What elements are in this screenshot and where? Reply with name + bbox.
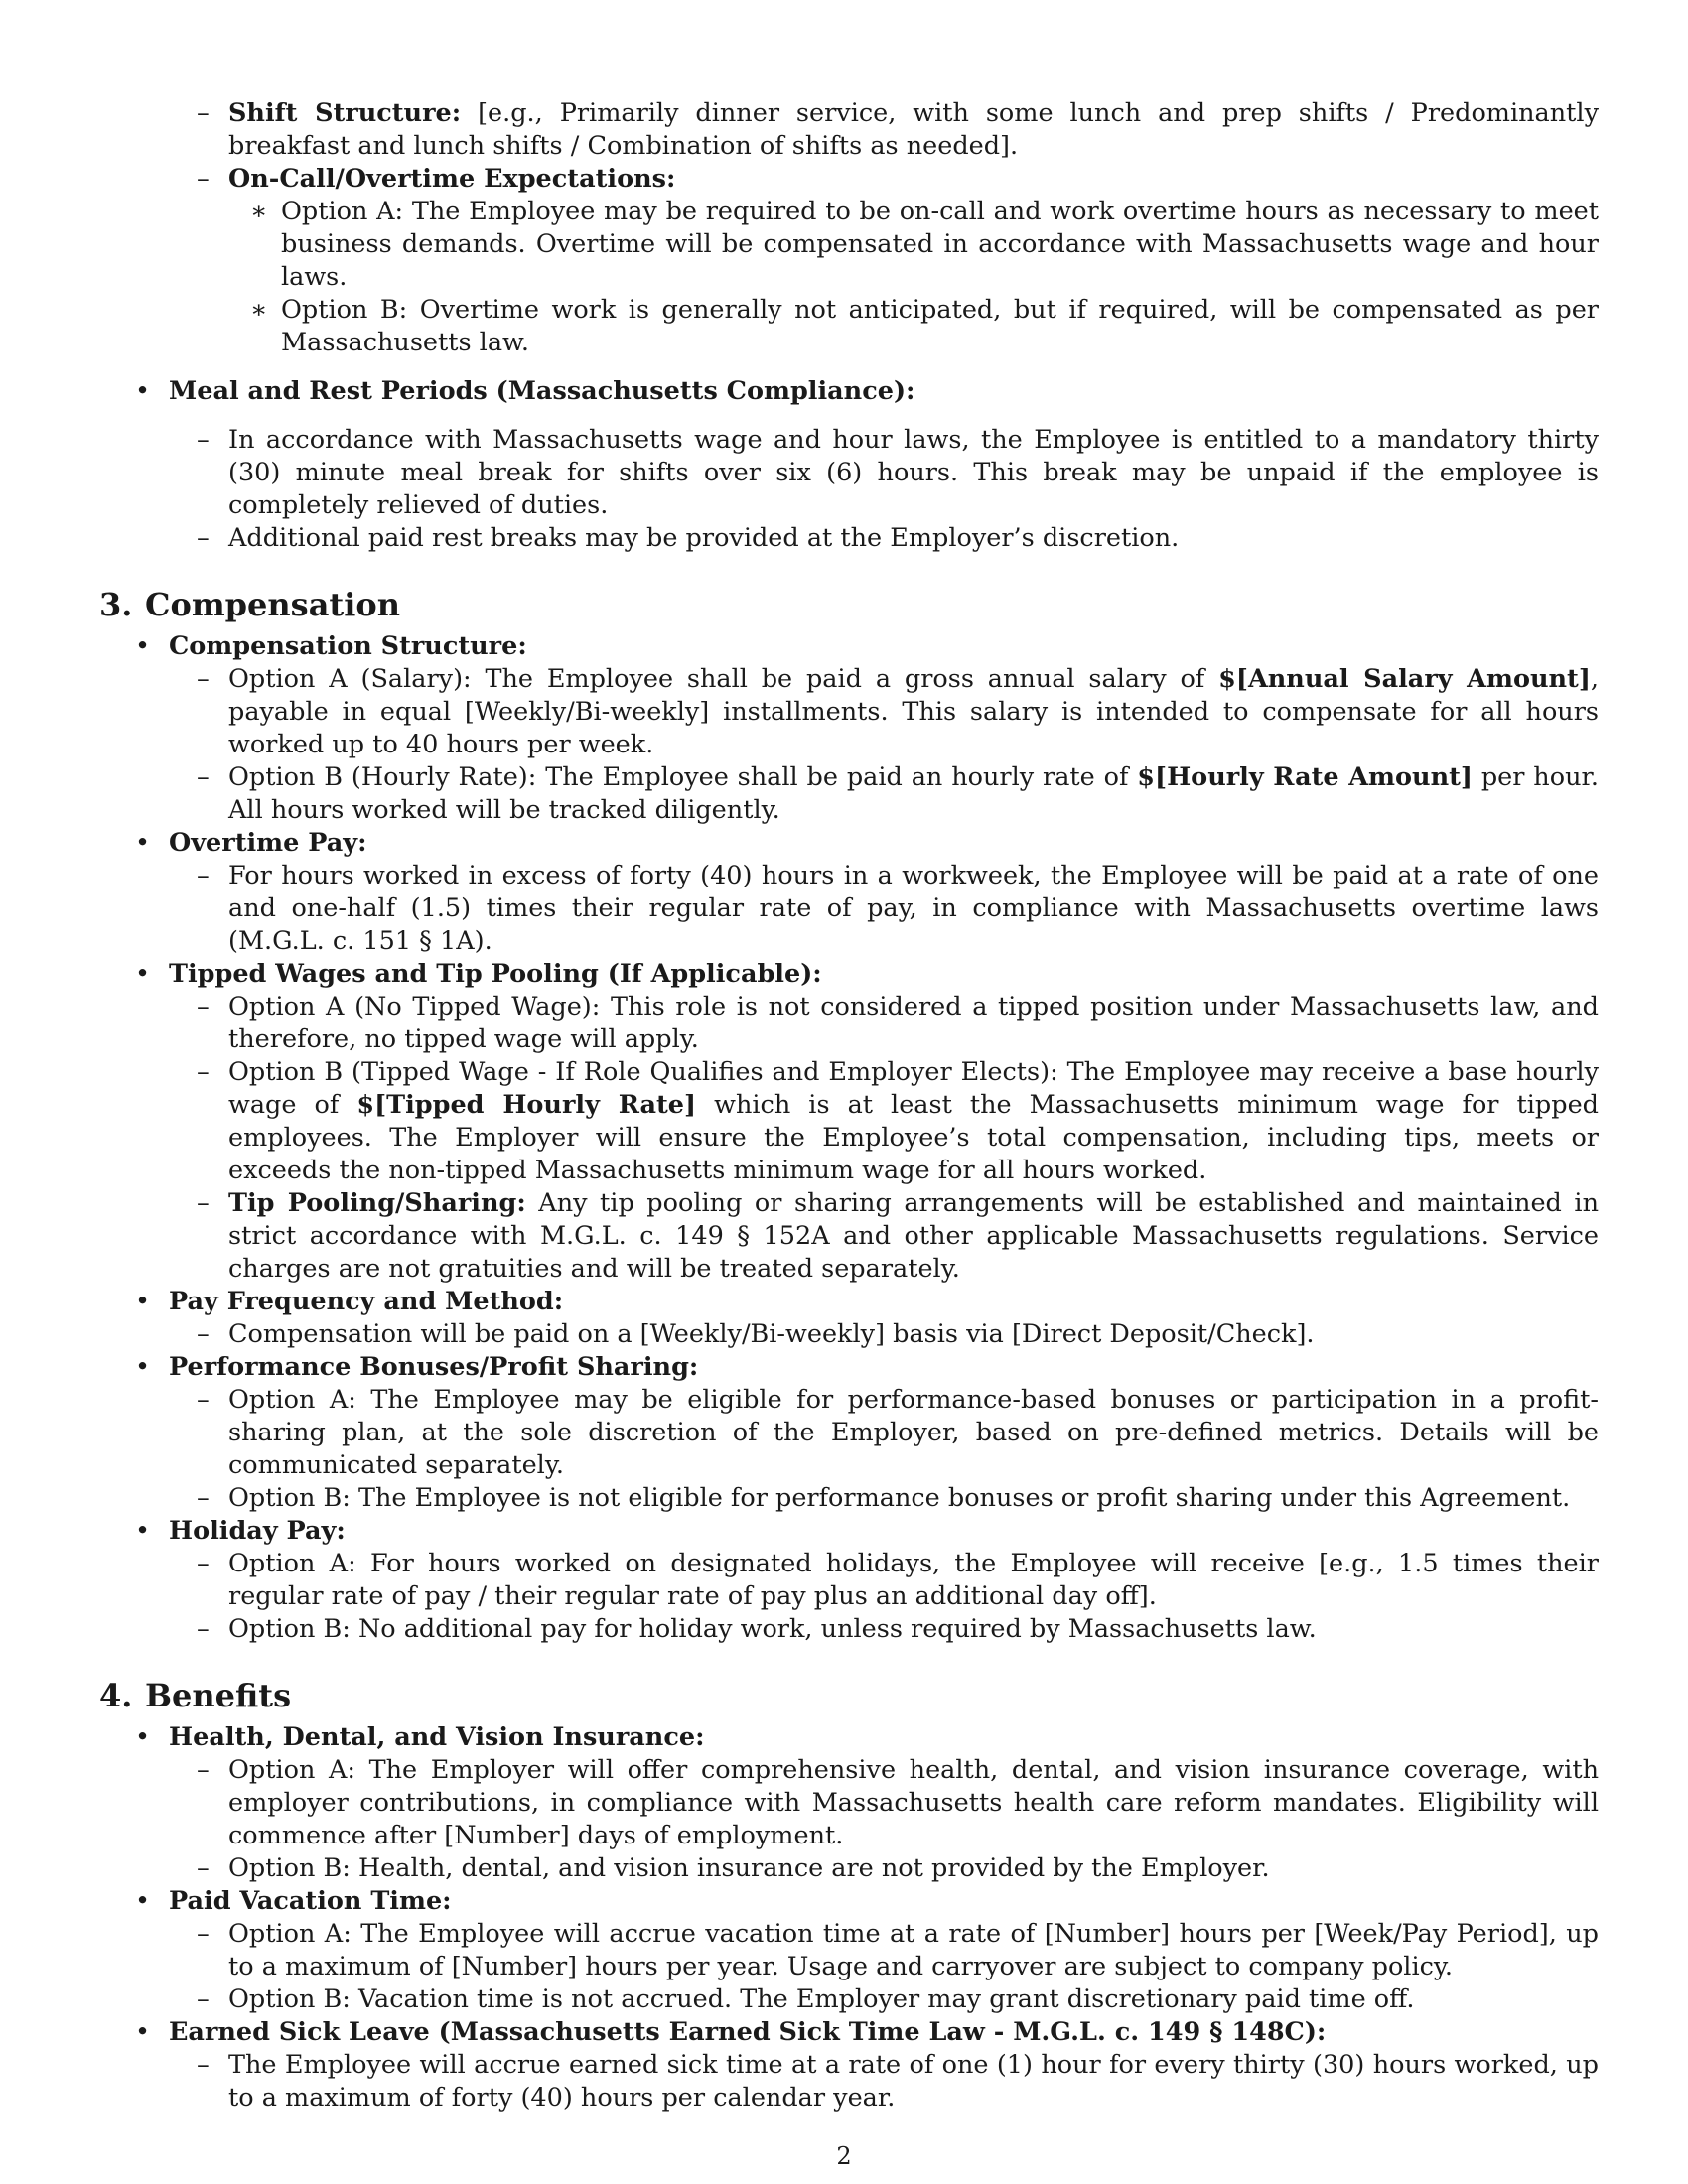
dash-marker: – <box>197 1057 210 1087</box>
dash-marker: – <box>197 664 210 694</box>
bullet-marker: • <box>135 1516 151 1546</box>
section-heading-compensation: 3. Compensation <box>99 586 400 623</box>
bullet-marker: • <box>135 1352 151 1382</box>
bullet-marker: • <box>135 828 151 858</box>
bullet-marker: • <box>135 1886 151 1916</box>
vacation-option-a: – Option A: The Employee will accrue vacation time at a rate of [Number] hours per [Week/Pay Period], up to a maximum of [Number] hours per year. Usage and carryover are subject to company policy. <box>197 1919 1599 1981</box>
tipped-option-b: – Option B (Tipped Wage - If Role Qualifies and Employer Elects): The Employee may receive a base hourly wage of $[Tipped Hourly Rate] which is at least the Massachusetts minimum wage for tipped employees. The Employer will ensure the Employee’s total compensation, including tips, meets or exceeds the non-tipped Massachusetts minimum wage for all hours worked. <box>197 1057 1599 1185</box>
dash-marker: – <box>197 1853 210 1883</box>
dash-marker: – <box>197 164 210 194</box>
health-option-b: – Option B: Health, dental, and vision insurance are not provided by the Employer. <box>197 1853 1270 1883</box>
bonus-heading: • Performance Bonuses/Profit Sharing: <box>135 1352 699 1382</box>
dash-marker: – <box>197 98 210 128</box>
bullet-marker: • <box>135 376 151 406</box>
hourly-option: – Option B (Hourly Rate): The Employee shall be paid an hourly rate of $[Hourly Rate Amount] per hour. All hours worked will be tracked diligently. <box>197 762 1599 825</box>
holiday-heading: • Holiday Pay: <box>135 1516 346 1546</box>
dash-marker: – <box>197 1319 210 1349</box>
salary-option: – Option A (Salary): The Employee shall be paid a gross annual salary of $[Annual Salary Amount], payable in equal [Weekly/Bi-weekly] installments. This salary is intended to compensate for all hours worked up to 40 hours per week. <box>197 664 1599 759</box>
pay-frequency-heading: • Pay Frequency and Method: <box>135 1287 564 1316</box>
tipped-rate-placeholder: $[Tipped Hourly Rate] <box>356 1090 697 1120</box>
oncall-label: On-Call/Overtime Expectations: <box>228 164 676 194</box>
bullet-marker: • <box>135 2017 151 2047</box>
meal-item-1: – In accordance with Massachusetts wage and hour laws, the Employee is entitled to a mandatory thirty (30) minute meal break for shifts over six (6) hours. This break may be unpaid if the employee is completely relieved of duties. <box>197 425 1599 520</box>
pay-frequency-item: – Compensation will be paid on a [Weekly/Bi-weekly] basis via [Direct Deposit/Check]. <box>197 1319 1315 1349</box>
dash-marker: – <box>197 762 210 792</box>
sick-leave-item: – The Employee will accrue earned sick time at a rate of one (1) hour for every thirty (30) hours worked, up to a maximum of forty (40) hours per calendar year. <box>197 2050 1599 2113</box>
dash-marker: – <box>197 523 210 553</box>
asterisk-marker: ∗ <box>250 295 268 325</box>
vacation-heading: • Paid Vacation Time: <box>135 1886 452 1916</box>
compensation-structure-heading: • Compensation Structure: <box>135 631 527 661</box>
hourly-placeholder: $[Hourly Rate Amount] <box>1137 762 1473 792</box>
page-number: 2 <box>836 2142 852 2170</box>
asterisk-marker: ∗ <box>250 197 268 226</box>
overtime-item: – For hours worked in excess of forty (40) hours in a workweek, the Employee will be paid at a rate of one and one-half (1.5) times their regular rate of pay, in compliance with Massachusetts overtime laws (M.G.L. c. 151 § 1A). <box>197 861 1599 956</box>
bonus-option-b: – Option B: The Employee is not eligible for performance bonuses or profit sharing under this Agreement. <box>197 1483 1571 1513</box>
shift-structure-text: [e.g., Primarily dinner service, with some lunch and prep shifts / Predominantly breakfast and lunch shifts / Combination of shifts as needed]. <box>228 98 1599 161</box>
tipped-option-a: – Option A (No Tipped Wage): This role is not considered a tipped position under Massachusetts law, and therefore, no tipped wage will apply. <box>197 992 1599 1054</box>
meal-item-2: – Additional paid rest breaks may be provided at the Employer’s discretion. <box>197 523 1180 553</box>
tipped-heading: • Tipped Wages and Tip Pooling (If Applicable): <box>135 959 822 989</box>
holiday-option-a: – Option A: For hours worked on designated holidays, the Employee will receive [e.g., 1.5 times their regular rate of pay / their regular rate of pay plus an additional day off]. <box>197 1549 1599 1611</box>
health-option-a: – Option A: The Employer will offer comprehensive health, dental, and vision insurance coverage, with employer contributions, in compliance with Massachusetts health care reform mandates. Eligibility will commence after [Number] days of employment. <box>197 1755 1599 1850</box>
dash-marker: – <box>197 1919 210 1949</box>
dash-marker: – <box>197 1549 210 1578</box>
oncall-option-a: ∗ Option A: The Employee may be required to be on-call and work overtime hours as necessary to meet business demands. Overtime will be compensated in accordance with Massachusetts wage and hour laws. <box>250 197 1599 292</box>
vacation-option-b: – Option B: Vacation time is not accrued. The Employer may grant discretionary paid time off. <box>197 1984 1415 2014</box>
oncall-option-b: ∗ Option B: Overtime work is generally not anticipated, but if required, will be compensated as per Massachusetts law. <box>250 295 1599 357</box>
dash-marker: – <box>197 1188 210 1218</box>
sick-leave-heading: • Earned Sick Leave (Massachusetts Earned Sick Time Law - M.G.L. c. 149 § 148C): <box>135 2017 1327 2047</box>
shift-structure-item <box>99 97 1599 163</box>
dash-marker: – <box>197 1755 210 1785</box>
bullet-marker: • <box>135 1722 151 1752</box>
shift-structure-label: Shift Structure: <box>228 98 462 128</box>
bullet-marker: • <box>135 959 151 989</box>
bullet-marker: • <box>135 631 151 661</box>
dash-marker: – <box>197 1614 210 1644</box>
tip-pooling-item: – Tip Pooling/Sharing: Any tip pooling or sharing arrangements will be established and maintained in strict accordance with M.G.L. c. 149 § 152A and other applicable Massachusetts regulations. Service charges are not gratuities and will be treated separately. <box>197 1188 1599 1284</box>
dash-marker: – <box>197 1984 210 2014</box>
section-heading-benefits: 4. Benefits <box>99 1677 292 1714</box>
salary-placeholder: $[Annual Salary Amount] <box>1218 664 1591 694</box>
oncall-item <box>99 163 1599 196</box>
health-heading: • Health, Dental, and Vision Insurance: <box>135 1722 705 1752</box>
dash-marker: – <box>197 992 210 1022</box>
holiday-option-b: – Option B: No additional pay for holiday work, unless required by Massachusetts law. <box>197 1614 1317 1644</box>
bullet-marker: • <box>135 1287 151 1316</box>
dash-marker: – <box>197 2050 210 2080</box>
bonus-option-a: – Option A: The Employee may be eligible for performance-based bonuses or participation in a profit-sharing plan, at the sole discretion of the Employer, based on pre-defined metrics. Details will be communicated separately. <box>197 1385 1599 1480</box>
dash-marker: – <box>197 861 210 890</box>
dash-marker: – <box>197 425 210 455</box>
overtime-heading: • Overtime Pay: <box>135 828 367 858</box>
dash-marker: – <box>197 1385 210 1415</box>
dash-marker: – <box>197 1483 210 1513</box>
document-body <box>99 97 1599 2115</box>
meal-rest-heading: • Meal and Rest Periods (Massachusetts Compliance): <box>135 376 915 406</box>
